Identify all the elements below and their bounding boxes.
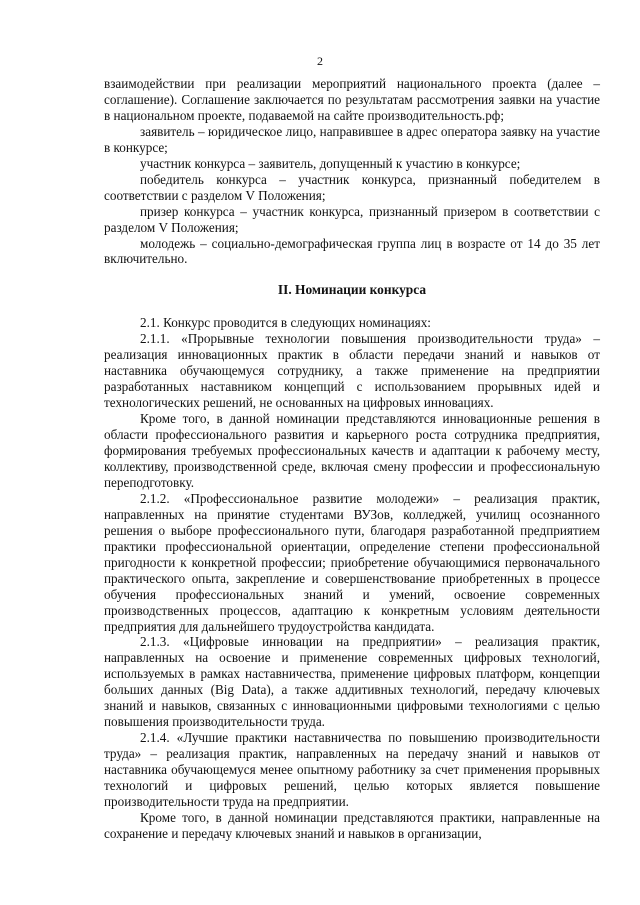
definition-participant: участник конкурса – заявитель, допущенный к участию в конкурсе; <box>140 155 521 171</box>
clause-2-1-1-addendum: Кроме того, в данной номинации представляются инновационные решения в области профессионального развития и карьерного роста сотрудника предприятия, формирования требуемых профессиональных качеств и адаптации к рабочему месту, коллективу, производственной среде, включая смену профессии и профессиональную переподготовку. <box>104 411 600 490</box>
section-heading: II. Номинации конкурса <box>277 282 427 298</box>
definition-winner: победитель конкурса – участник конкурса, признанный победителем в соответствии с разделом V Положения; <box>104 171 600 203</box>
definition-prizewinner: призер конкурса – участник конкурса, признанный призером в соответствии с разделом V Положения; <box>104 203 600 235</box>
page-number: 2 <box>317 54 323 68</box>
clause-2-1-3: 2.1.3. «Цифровые инновации на предприятии» – реализация практик, направленных на освоение и применение современных цифровых технологий, используемых в рамках наставничества, применение цифровых платформ, концепции больших данных (Big Data), а также аддитивных технологий, передачу ключевых знаний и навыков, связанных с инновационными цифровыми технологиями с целью повышения производительности труда. <box>104 634 600 730</box>
clause-2-1: 2.1. Конкурс проводится в следующих номинациях: <box>140 315 431 331</box>
definition-youth: молодежь – социально-демографическая группа лиц в возрасте от 14 до 35 лет включительно. <box>104 235 600 267</box>
clause-2-1-2: 2.1.2. «Профессиональное развитие молодежи» – реализация практик, направленных на принятие студентами ВУЗов, колледжей, училищ осознанного решения о выборе профессионального пути, благодаря разработанной предприятием практики профессиональной ориентации, определение степени профессиональной пригодности к конкретной профессии; приобретение обучающимися первоначального практического опыта, закрепление и совершенствование приобретенных в процессе обучения профессиональных знаний и умений, освоение современных производственных процессов, адаптацию к конкретным условиям деятельности предприятия для дальнейшего трудоустройства кандидата. <box>104 490 600 634</box>
paragraph-continuation: взаимодействии при реализации мероприятий национального проекта (далее – соглашение). Соглашение заключается по результатам рассмотрения заявки на участие в национальном проекте, подаваемой на сайте производительность.рф; <box>104 76 600 123</box>
document-body <box>104 76 600 842</box>
clause-2-1-1: 2.1.1. «Прорывные технологии повышения производительности труда» – реализация инновационных практик в области передачи знаний и навыков от наставника обучающемуся сотруднику, а также применение на предприятии разработанных наставником концепций с использованием прорывных идей и технологических решений, не основанных на цифровых инновациях. <box>104 331 600 411</box>
definition-applicant: заявитель – юридическое лицо, направившее в адрес оператора заявку на участие в конкурсе; <box>104 123 600 155</box>
clause-2-1-4: 2.1.4. «Лучшие практики наставничества по повышению производительности труда» – реализация практик, направленных на передачу знаний и навыков от наставника обучающемуся менее опытному работнику за счет применения прорывных технологий и цифровых решений, целью которых является повышение производительности труда на предприятии. <box>104 730 600 809</box>
clause-2-1-4-addendum: Кроме того, в данной номинации представляются практики, направленные на сохранение и передачу ключевых знаний и навыков в организации, <box>104 809 600 841</box>
